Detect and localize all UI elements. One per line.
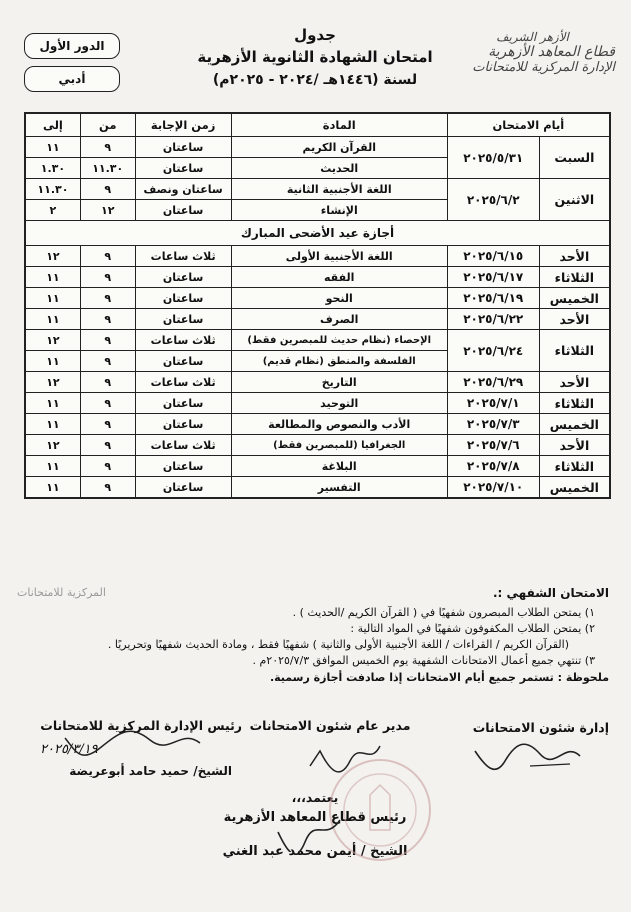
exam-day: الثلاثاء	[539, 393, 610, 414]
exam-end-time: ١١.٣٠	[25, 179, 80, 200]
exam-date: ٢٠٢٥/٧/٣	[447, 414, 539, 435]
exam-day: الخميس	[539, 477, 610, 499]
exam-subject: الحديث	[231, 158, 447, 179]
col-header-to: إلى	[25, 113, 80, 137]
exam-end-time: ١١	[25, 288, 80, 309]
sig-sector-head-name: الشيخ / أيمن محمد عبد الغني	[222, 844, 408, 859]
exam-start-time: ٩	[80, 414, 135, 435]
notes-section	[9, 586, 609, 684]
exam-end-time: ١.٣٠	[25, 158, 80, 179]
exam-date: ٢٠٢٥/٧/١	[447, 393, 539, 414]
exam-date: ٢٠٢٥/٦/١٧	[447, 267, 539, 288]
watermark-text: المركزية للامتحانات	[17, 586, 106, 599]
exam-subject: الإنشاء	[231, 200, 447, 221]
col-header-duration: زمن الإجابة	[135, 113, 231, 137]
exam-duration: ساعتان	[135, 456, 231, 477]
exam-duration: ساعتان	[135, 200, 231, 221]
exam-subject: الصرف	[231, 309, 447, 330]
exam-date: ٢٠٢٥/٦/٢٤	[447, 330, 539, 372]
exam-start-time: ٩	[80, 393, 135, 414]
exam-subject: الأدب والنصوص والمطالعة	[231, 414, 447, 435]
exam-subject: الفلسفة والمنطق (نظام قديم)	[231, 351, 447, 372]
col-header-days: أيام الامتحان	[447, 113, 610, 137]
exam-duration: ثلاث ساعات	[135, 372, 231, 393]
section-label: أدبي	[24, 66, 120, 92]
exam-duration: ساعتان	[135, 288, 231, 309]
exam-duration: ثلاث ساعات	[135, 246, 231, 267]
exam-subject: التاريخ	[231, 372, 447, 393]
logo-line3: الإدارة المركزية للامتحانات	[472, 60, 615, 75]
exam-duration: ثلاث ساعات	[135, 435, 231, 456]
table-row	[25, 477, 610, 499]
table-row	[25, 435, 610, 456]
exam-subject: اللغة الأجنبية الأولى	[231, 246, 447, 267]
sig-approved: يعتمد،،،	[291, 790, 339, 805]
exam-duration: ساعتان	[135, 393, 231, 414]
exam-end-time: ١١	[25, 477, 80, 499]
exam-day: الأحد	[539, 372, 610, 393]
table-header-row	[25, 113, 610, 137]
signature-scribble-sector-head	[270, 812, 350, 852]
exam-duration: ساعتان	[135, 414, 231, 435]
exam-start-time: ٩	[80, 246, 135, 267]
exam-duration: ثلاث ساعات	[135, 330, 231, 351]
exam-start-time: ٩	[80, 267, 135, 288]
exam-start-time: ٩	[80, 309, 135, 330]
exam-subject: التفسير	[231, 477, 447, 499]
exam-date: ٢٠٢٥/٦/٢٢	[447, 309, 539, 330]
exam-duration: ساعتان	[135, 267, 231, 288]
col-header-subject: المادة	[231, 113, 447, 137]
exam-date: ٢٠٢٥/٦/٢	[447, 179, 539, 221]
note-item-2-detail: (القرآن الكريم / القراءات / اللغة الأجنبية الأولى والثانية ) شفهيًا فقط ، ومادة الحديث شفهيًا وتحريريًا .	[107, 638, 569, 651]
exam-start-time: ٩	[80, 477, 135, 499]
sig-sector-head-title: رئيس قطاع المعاهد الأزهرية	[223, 810, 407, 825]
exam-end-time: ١١	[25, 456, 80, 477]
exam-day: الأحد	[539, 309, 610, 330]
exam-start-time: ٩	[80, 137, 135, 158]
exam-date: ٢٠٢٥/٧/٨	[447, 456, 539, 477]
note-item-3: ٣) تنتهي جميع أعمال الامتحانات الشفهية يوم الخميس الموافق ٢٠٢٥/٧/٣م .	[252, 654, 595, 667]
oral-title-row	[9, 586, 609, 602]
logo-line2: قطاع المعاهد الأزهرية	[488, 44, 615, 60]
table-row	[25, 414, 610, 435]
exam-day: الثلاثاء	[539, 330, 610, 372]
exam-end-time: ١١	[25, 137, 80, 158]
exam-start-time: ٩	[80, 351, 135, 372]
table-row	[25, 267, 610, 288]
exam-end-time: ١١	[25, 351, 80, 372]
sig-exams-admin-title: إدارة شئون الامتحانات	[472, 720, 609, 735]
exam-end-time: ١١	[25, 414, 80, 435]
exam-subject: البلاغة	[231, 456, 447, 477]
sig-central-head-name: الشيخ/ حميد حامد أبوعريضة	[69, 764, 232, 778]
exam-day: الاثنين	[539, 179, 610, 221]
exam-start-time: ٩	[80, 179, 135, 200]
logo-line1: الأزهر الشريف	[496, 30, 569, 44]
exam-end-time: ١١	[25, 267, 80, 288]
note-item-1: ١) يمتحن الطلاب المبصرون شفهيًا في ( القرآن الكريم /الحديث ) .	[292, 606, 595, 619]
table-row	[25, 246, 610, 267]
exam-end-time: ١٢	[25, 435, 80, 456]
table-row	[25, 179, 610, 200]
exam-end-time: ١١	[25, 393, 80, 414]
sig-central-head-date: ٢٠٢٥/٣/١٩	[40, 742, 98, 757]
exam-date: ٢٠٢٥/٧/٦	[447, 435, 539, 456]
table-row	[25, 137, 610, 158]
exam-subject: الفقه	[231, 267, 447, 288]
exam-date: ٢٠٢٥/٧/١٠	[447, 477, 539, 499]
table-row	[25, 309, 610, 330]
page-title-line2: امتحان الشهادة الثانوية الأزهرية	[197, 48, 433, 66]
table-row	[25, 393, 610, 414]
sig-general-manager-title: مدير عام شئون الامتحانات	[249, 718, 411, 733]
table-body	[25, 137, 610, 499]
exam-duration: ساعتان	[135, 351, 231, 372]
exam-day: الثلاثاء	[539, 456, 610, 477]
exam-start-time: ٩	[80, 456, 135, 477]
exam-start-time: ٩	[80, 372, 135, 393]
exam-date: ٢٠٢٥/٦/١٩	[447, 288, 539, 309]
exam-end-time: ٢	[25, 200, 80, 221]
exam-day: الأحد	[539, 435, 610, 456]
exam-duration: ساعتان ونصف	[135, 179, 231, 200]
exam-subject: اللغة الأجنبية الثانية	[231, 179, 447, 200]
exam-date: ٢٠٢٥/٦/٢٩	[447, 372, 539, 393]
exam-day: الأحد	[539, 246, 610, 267]
exam-date: ٢٠٢٥/٥/٣١	[447, 137, 539, 179]
exam-end-time: ١٢	[25, 330, 80, 351]
signature-scribble-exams-admin	[470, 736, 590, 776]
sig-central-head-title: رئيس الإدارة المركزية للامتحانات	[40, 718, 242, 733]
exam-day: الخميس	[539, 414, 610, 435]
note-item-2: ٢) يمتحن الطلاب المكفوفون شفهيًا في المواد التالية :	[350, 622, 595, 635]
exam-end-time: ١٢	[25, 372, 80, 393]
table-row	[25, 372, 610, 393]
round-label: الدور الأول	[24, 33, 120, 59]
exam-start-time: ٩	[80, 288, 135, 309]
holiday-row	[25, 221, 610, 246]
azhar-logo	[450, 30, 615, 100]
exam-date: ٢٠٢٥/٦/١٥	[447, 246, 539, 267]
exam-subject: القرآن الكريم	[231, 137, 447, 158]
exam-end-time: ١٢	[25, 246, 80, 267]
col-header-from: من	[80, 113, 135, 137]
exam-start-time: ٩	[80, 330, 135, 351]
exam-subject: الجغرافيا (للمبصرين فقط)	[231, 435, 447, 456]
exam-start-time: ٩	[80, 435, 135, 456]
exam-duration: ساعتان	[135, 137, 231, 158]
page-title-line1: جدول	[294, 26, 336, 44]
exam-duration: ساعتان	[135, 477, 231, 499]
exam-subject: النحو	[231, 288, 447, 309]
oral-exam-title: الامتحان الشفهي :.	[492, 586, 609, 600]
exam-day: السبت	[539, 137, 610, 179]
exam-start-time: ١٢	[80, 200, 135, 221]
notes-remark: ملحوظة : تستمر جميع أيام الامتحانات إذا صادفت أجازة رسمية.	[269, 671, 609, 684]
exam-day: الخميس	[539, 288, 610, 309]
page-title-line3: لسنة (١٤٤٦هـ /٢٠٢٤ - ٢٠٢٥م)	[212, 72, 418, 88]
exam-duration: ساعتان	[135, 158, 231, 179]
exam-subject: الإحصاء (نظام حديث للمبصرين فقط)	[231, 330, 447, 351]
exam-start-time: ١١.٣٠	[80, 158, 135, 179]
exam-day: الثلاثاء	[539, 267, 610, 288]
table-row	[25, 288, 610, 309]
exam-subject: التوحيد	[231, 393, 447, 414]
signature-scribble-central-head	[60, 728, 210, 758]
exam-end-time: ١١	[25, 309, 80, 330]
table-row	[25, 456, 610, 477]
table-row	[25, 330, 610, 351]
exam-duration: ساعتان	[135, 309, 231, 330]
exam-schedule-table	[24, 112, 611, 499]
holiday-label: أجازة عيد الأضحى المبارك	[25, 221, 610, 246]
